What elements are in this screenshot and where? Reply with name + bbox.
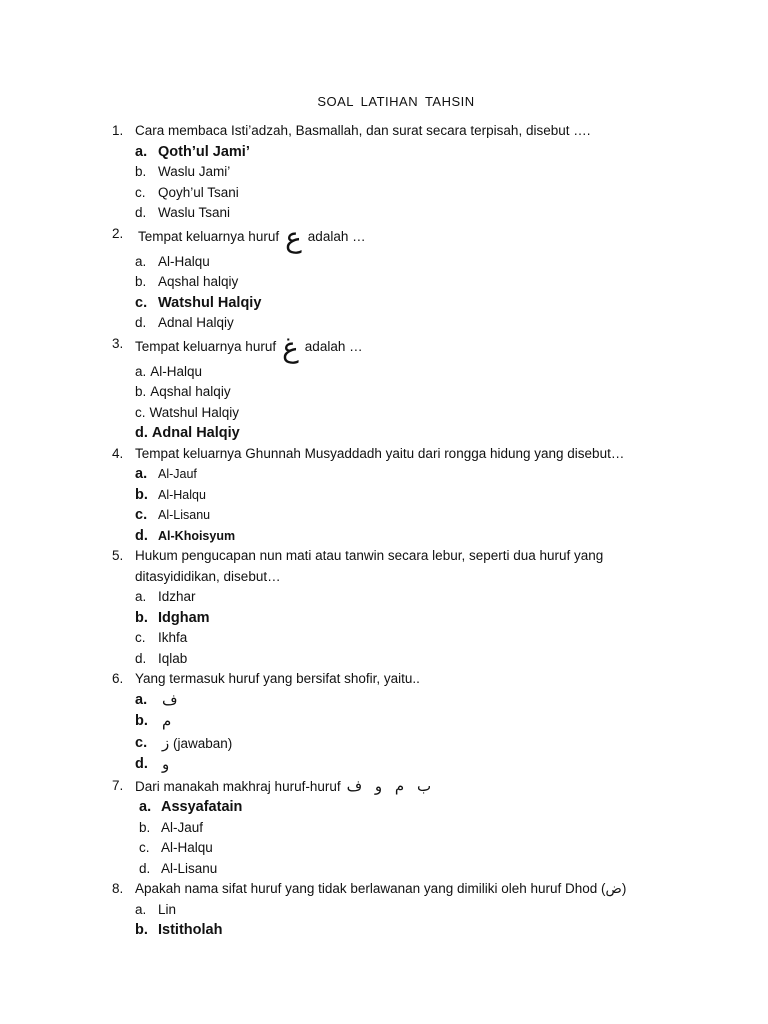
option-letter: d. [135,527,148,544]
option-b [112,920,672,941]
option-text: Aqshal halqiy [150,384,231,399]
arabic-letter-waw: و [162,755,170,773]
option-c [112,838,672,859]
option-b [112,711,672,733]
option-letter: c. [135,404,146,420]
question-prompt-continued: ditasyididikan, disebut… [135,568,281,584]
option-text: Al-Halqu [158,253,210,269]
option-letter: a. [135,901,147,917]
option-d [112,423,672,444]
arabic-letter-ghain: غ [282,330,299,364]
question-prompt: Cara membaca Isti’adzah, Basmallah, dan surat secara terpisah, disebut …. [135,123,591,138]
arabic-letter-ain: ع [285,220,302,254]
option-b [112,162,672,183]
option-a [112,690,672,712]
question-prompt: Yang termasuk huruf yang bersifat shofir, yaitu.. [135,671,420,686]
option-letter: b. [135,164,147,179]
question-number: 7. [112,777,124,793]
option-letter: a. [139,799,152,815]
option-text: Al-Halqu [161,840,213,855]
option-letter: d. [135,205,147,220]
option-text: Al-Lisanu [158,508,211,522]
question-7 [112,776,672,880]
option-letter: a. [135,143,148,160]
option-a [112,362,672,383]
question-number: 8. [112,881,124,896]
question-number: 4. [112,445,124,461]
option-text: Al-Lisanu [161,860,218,876]
question-text [112,669,672,690]
question-prompt-end: adalah … [304,338,363,354]
option-b [112,485,672,506]
option-letter: a. [135,691,148,708]
option-a [112,464,672,485]
option-c [112,183,672,204]
option-text: Istitholah [158,922,223,938]
option-letter: c. [135,294,148,311]
question-6 [112,669,672,776]
question-text [112,121,672,142]
option-letter: c. [135,184,146,200]
question-3 [112,330,672,444]
option-letter: d. [135,650,147,666]
question-number: 3. [112,335,124,351]
question-list [112,121,672,941]
option-letter: b. [135,384,147,399]
question-number: 1. [112,123,124,138]
option-text: Al-Halqu [150,363,203,379]
question-number: 6. [112,671,124,686]
option-letter: b. [135,486,148,503]
option-b [112,608,672,629]
option-b [112,272,672,293]
question-number: 5. [112,548,124,563]
option-d [112,203,672,224]
option-text: Al-Jauf [161,819,204,835]
option-d [112,313,672,334]
option-letter: a. [135,363,147,379]
option-c [112,505,672,526]
option-b [112,818,672,839]
answer-note: (jawaban) [173,735,233,751]
option-a [112,797,672,818]
document-title: SOAL LATIHAN TAHSIN [317,94,475,109]
question-text [112,879,672,900]
question-text [112,546,672,567]
option-b [112,382,672,403]
question-prompt: Tempat keluarnya huruf [138,228,280,244]
option-text: Ikhfa [158,630,188,645]
question-text [112,220,672,254]
option-a [112,142,672,163]
option-d [112,649,672,670]
option-c [112,293,672,314]
option-a [112,900,672,921]
question-text [112,444,672,465]
option-letter: b. [135,713,148,729]
option-a [112,252,672,273]
option-letter: a. [135,466,148,482]
arabic-letter-mim: م [162,712,172,730]
arabic-letter-fa: ف [162,690,178,709]
question-prompt: Tempat keluarnya huruf [135,338,277,354]
option-text: Aqshal halqiy [158,274,239,289]
option-text: Idzhar [158,589,196,604]
question-prompt: Dari manakah makhraj huruf-huruf [135,778,341,794]
option-letter: b. [135,274,147,289]
question-prompt: Apakah nama sifat huruf yang tidak berlawanan yang dimiliki oleh huruf Dhod (ض) [135,881,627,896]
option-text: Assyafatain [161,799,243,815]
option-a [112,587,672,608]
option-text: Al-Jauf [158,467,197,481]
option-letter: d. [135,756,148,772]
option-text: Adnal Halqiy [158,315,234,330]
option-text: Waslu Jami’ [158,164,231,179]
question-text-continued [112,567,672,588]
option-letter: c. [135,630,146,645]
option-text: Qoyh’ul Tsani [158,184,239,200]
option-letter: d. [135,425,148,441]
option-text: Watshul Halqiy [149,404,240,420]
option-d [112,526,672,547]
option-d [112,859,672,880]
option-text: Idgham [158,609,210,626]
question-text [112,776,672,798]
option-text: Qoth’ul Jami’ [158,143,250,160]
question-8 [112,879,672,941]
arabic-letter-zay: ز [162,733,170,752]
option-letter: a. [135,589,147,604]
option-letter: d. [139,860,151,876]
option-letter: c. [135,507,148,523]
question-text [112,330,672,364]
option-letter: c. [139,840,150,855]
option-text: Al-Khoisyum [158,528,236,543]
question-prompt: Tempat keluarnya Ghunnah Musyaddadh yaitu dari rongga hidung yang disebut… [135,445,625,461]
question-prompt-end: adalah … [307,228,366,244]
option-letter: b. [135,609,148,626]
question-number: 2. [112,225,124,241]
question-1 [112,121,672,224]
arabic-letter-set: ب م و ف [346,776,432,795]
option-letter: c. [135,734,148,751]
option-text: Waslu Tsani [158,205,231,220]
question-prompt: Hukum pengucapan nun mati atau tanwin secara lebur, seperti dua huruf yang [135,548,604,563]
option-text: Iqlab [158,650,188,666]
option-text: Adnal Halqiy [151,425,240,441]
option-letter: d. [135,315,147,330]
option-letter: b. [135,922,148,938]
option-letter: a. [135,253,147,269]
option-text: Lin [158,901,177,917]
option-c [112,628,672,649]
option-c [112,403,672,424]
option-letter: b. [139,819,151,835]
question-4 [112,444,672,547]
option-text: Al-Halqu [158,487,206,502]
option-d [112,754,672,776]
question-2 [112,220,672,334]
question-5 [112,546,672,669]
option-c [112,733,672,755]
option-text: Watshul Halqiy [158,294,262,311]
